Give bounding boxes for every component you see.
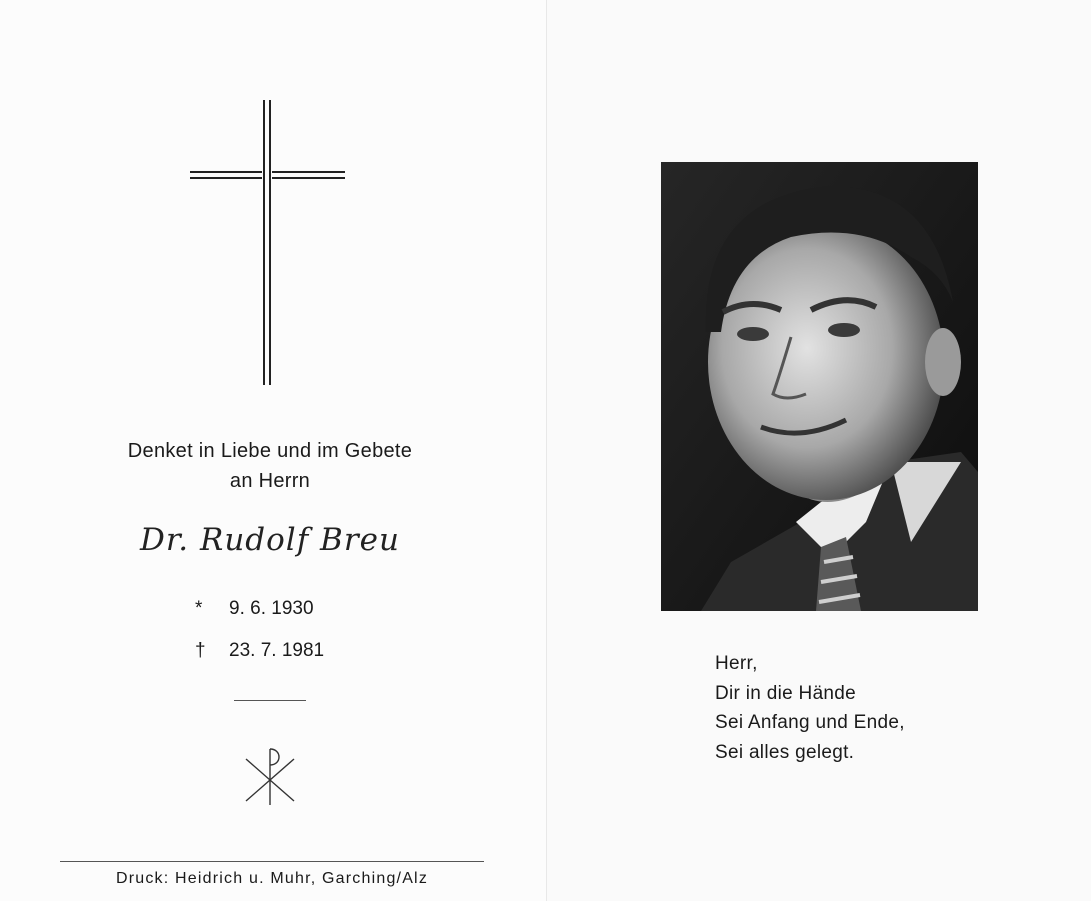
verse-line: Sei alles gelegt. [715, 741, 855, 763]
portrait-photo [661, 162, 978, 611]
verse-text [715, 649, 905, 767]
footer-divider [60, 861, 484, 862]
death-date: 23. 7. 1981 [229, 640, 325, 661]
chi-rho-icon [240, 745, 300, 807]
deceased-name: Dr. Rudolf Breu [140, 522, 400, 558]
verse-line: Sei Anfang und Ende, [715, 712, 905, 733]
greeting-line-1: Denket in Liebe und im Gebete [127, 440, 413, 462]
greeting-line-2: an Herrn [229, 470, 311, 492]
death-date-row [195, 640, 324, 662]
memorial-greeting [60, 436, 480, 496]
divider [234, 700, 306, 701]
printer-credit: Druck: Heidrich u. Muhr, Garching/Alz [115, 870, 429, 887]
birth-date-row [195, 598, 314, 620]
cross-icon [190, 100, 350, 385]
birth-date: 9. 6. 1930 [229, 598, 314, 619]
verse-line: Herr, [715, 653, 758, 674]
death-cross-icon: † [195, 640, 206, 661]
birth-star-icon: * [195, 598, 203, 619]
verse-line: Dir in die Hände [715, 682, 857, 704]
